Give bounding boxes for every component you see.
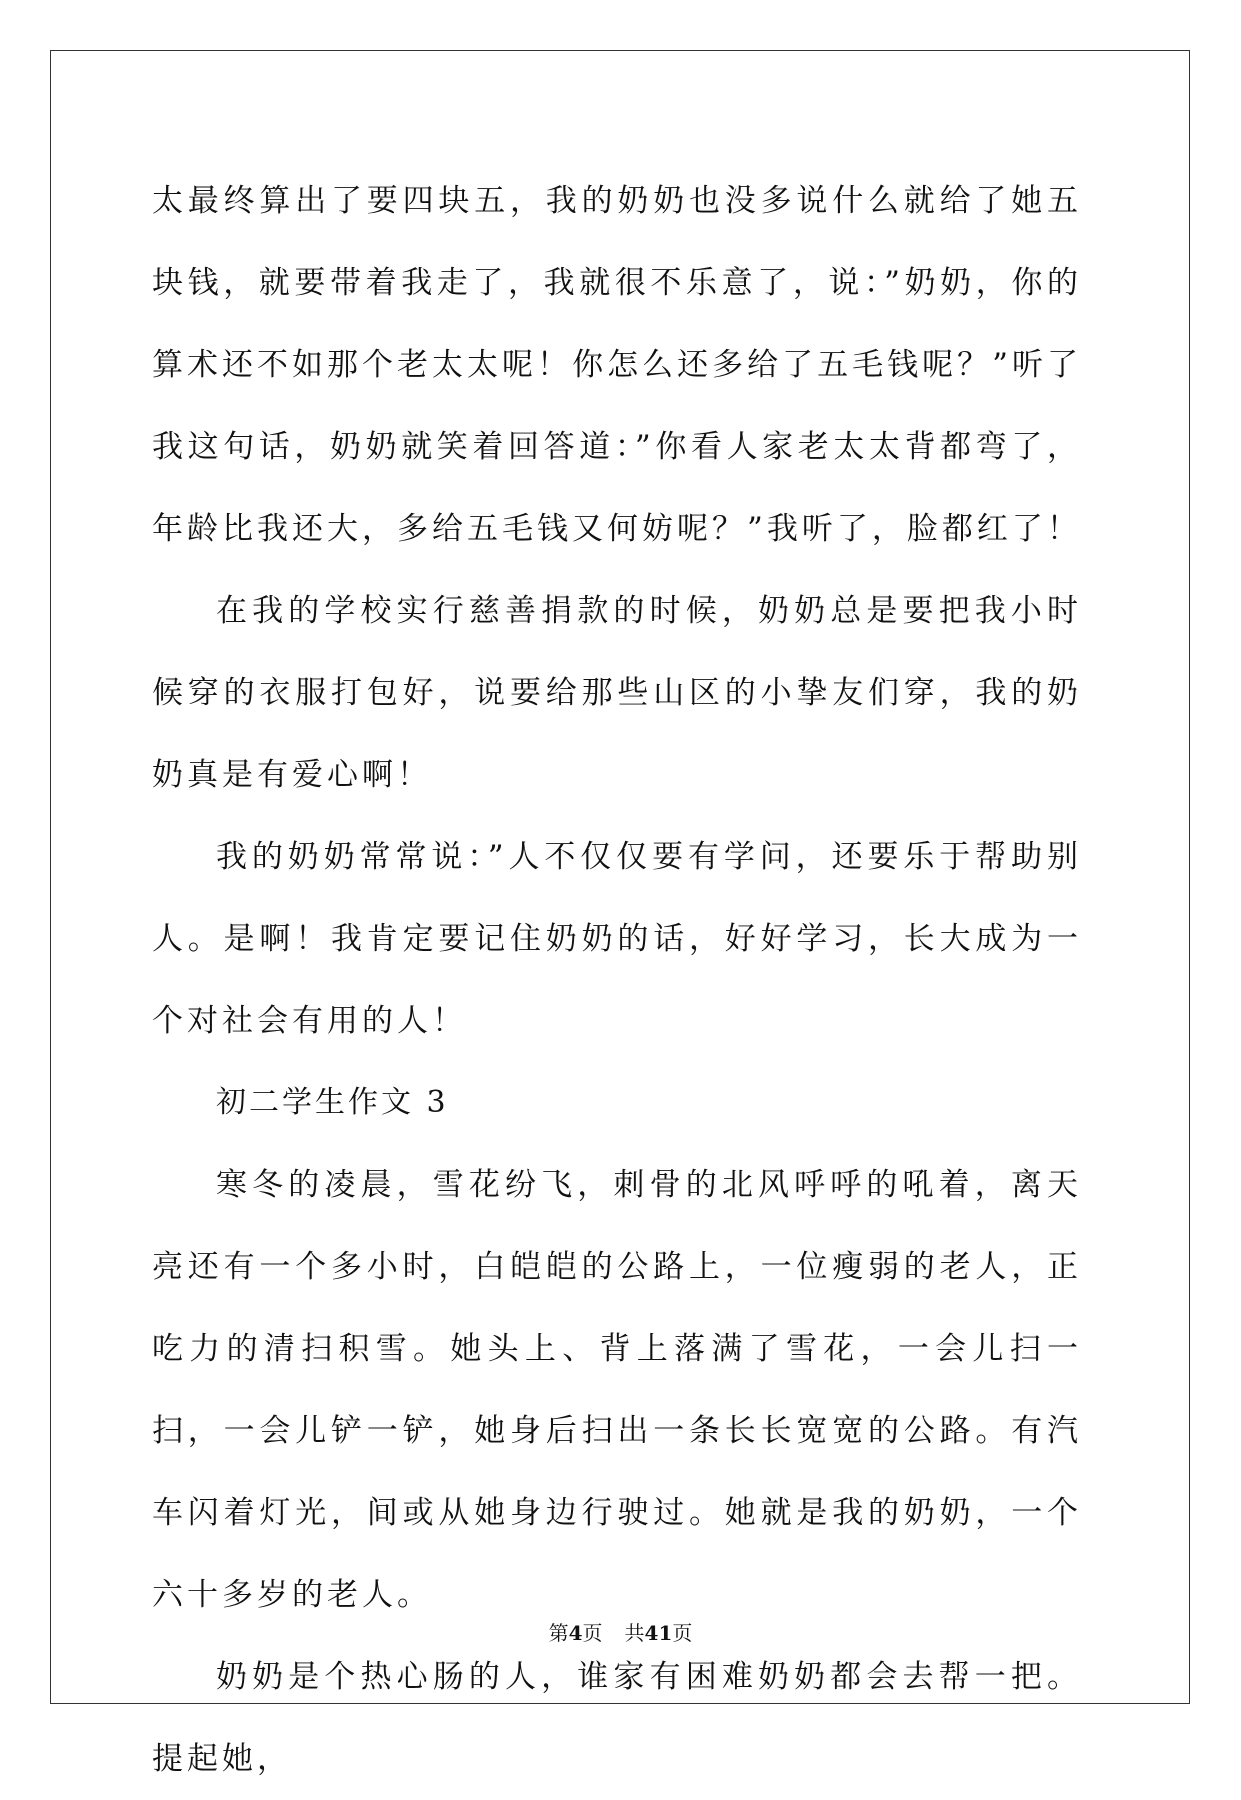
document-body (152, 160, 1082, 1800)
footer-page-unit: 页 (582, 1621, 603, 1645)
footer-page-prefix: 第 (548, 1621, 569, 1645)
footer-page-number: 4 (568, 1621, 583, 1645)
paragraph-1: 太最终算出了要四块五，我的奶奶也没多说什么就给了她五块钱，就要带着我走了，我就很不乐意了，说：”奶奶，你的算术还不如那个老太太呢！你怎么还多给了五毛钱呢？”听了我这句话，奶奶就笑着回答道：”你看人家老太太背都弯了，年龄比我还大，多给五毛钱又何妨呢？”我听了，脸都红了！ (152, 183, 1082, 547)
page-footer (0, 1617, 1241, 1646)
footer-total-unit: 页 (672, 1621, 693, 1645)
footer-total-prefix: 共 (624, 1621, 645, 1645)
paragraph-2: 在我的学校实行慈善捐款的时候，奶奶总是要把我小时候穿的衣服打包好，说要给那些山区的小挚友们穿，我的奶奶真是有爱心啊！ (152, 593, 1082, 793)
section-paragraph-1: 寒冬的凌晨，雪花纷飞，刺骨的北风呼呼的吼着，离天亮还有一个多小时，白皑皑的公路上，一位瘦弱的老人，正吃力的清扫积雪。她头上、背上落满了雪花，一会儿扫一扫，一会儿铲一铲，她身后扫出一条长长宽宽的公路。有汽车闪着灯光，间或从她身边行驶过。她就是我的奶奶，一个六十多岁的老人。 (152, 1167, 1082, 1613)
section-paragraph-2: 奶奶是个热心肠的人，谁家有困难奶奶都会去帮一把。提起她， (152, 1659, 1082, 1777)
footer-total-pages: 41 (644, 1621, 673, 1645)
paragraph-3: 我的奶奶常常说：”人不仅仅要有学问，还要乐于帮助别人。是啊！我肯定要记住奶奶的话，好好学习，长大成为一个对社会有用的人！ (152, 839, 1082, 1039)
section-heading: 初二学生作文 3 (216, 1085, 449, 1120)
